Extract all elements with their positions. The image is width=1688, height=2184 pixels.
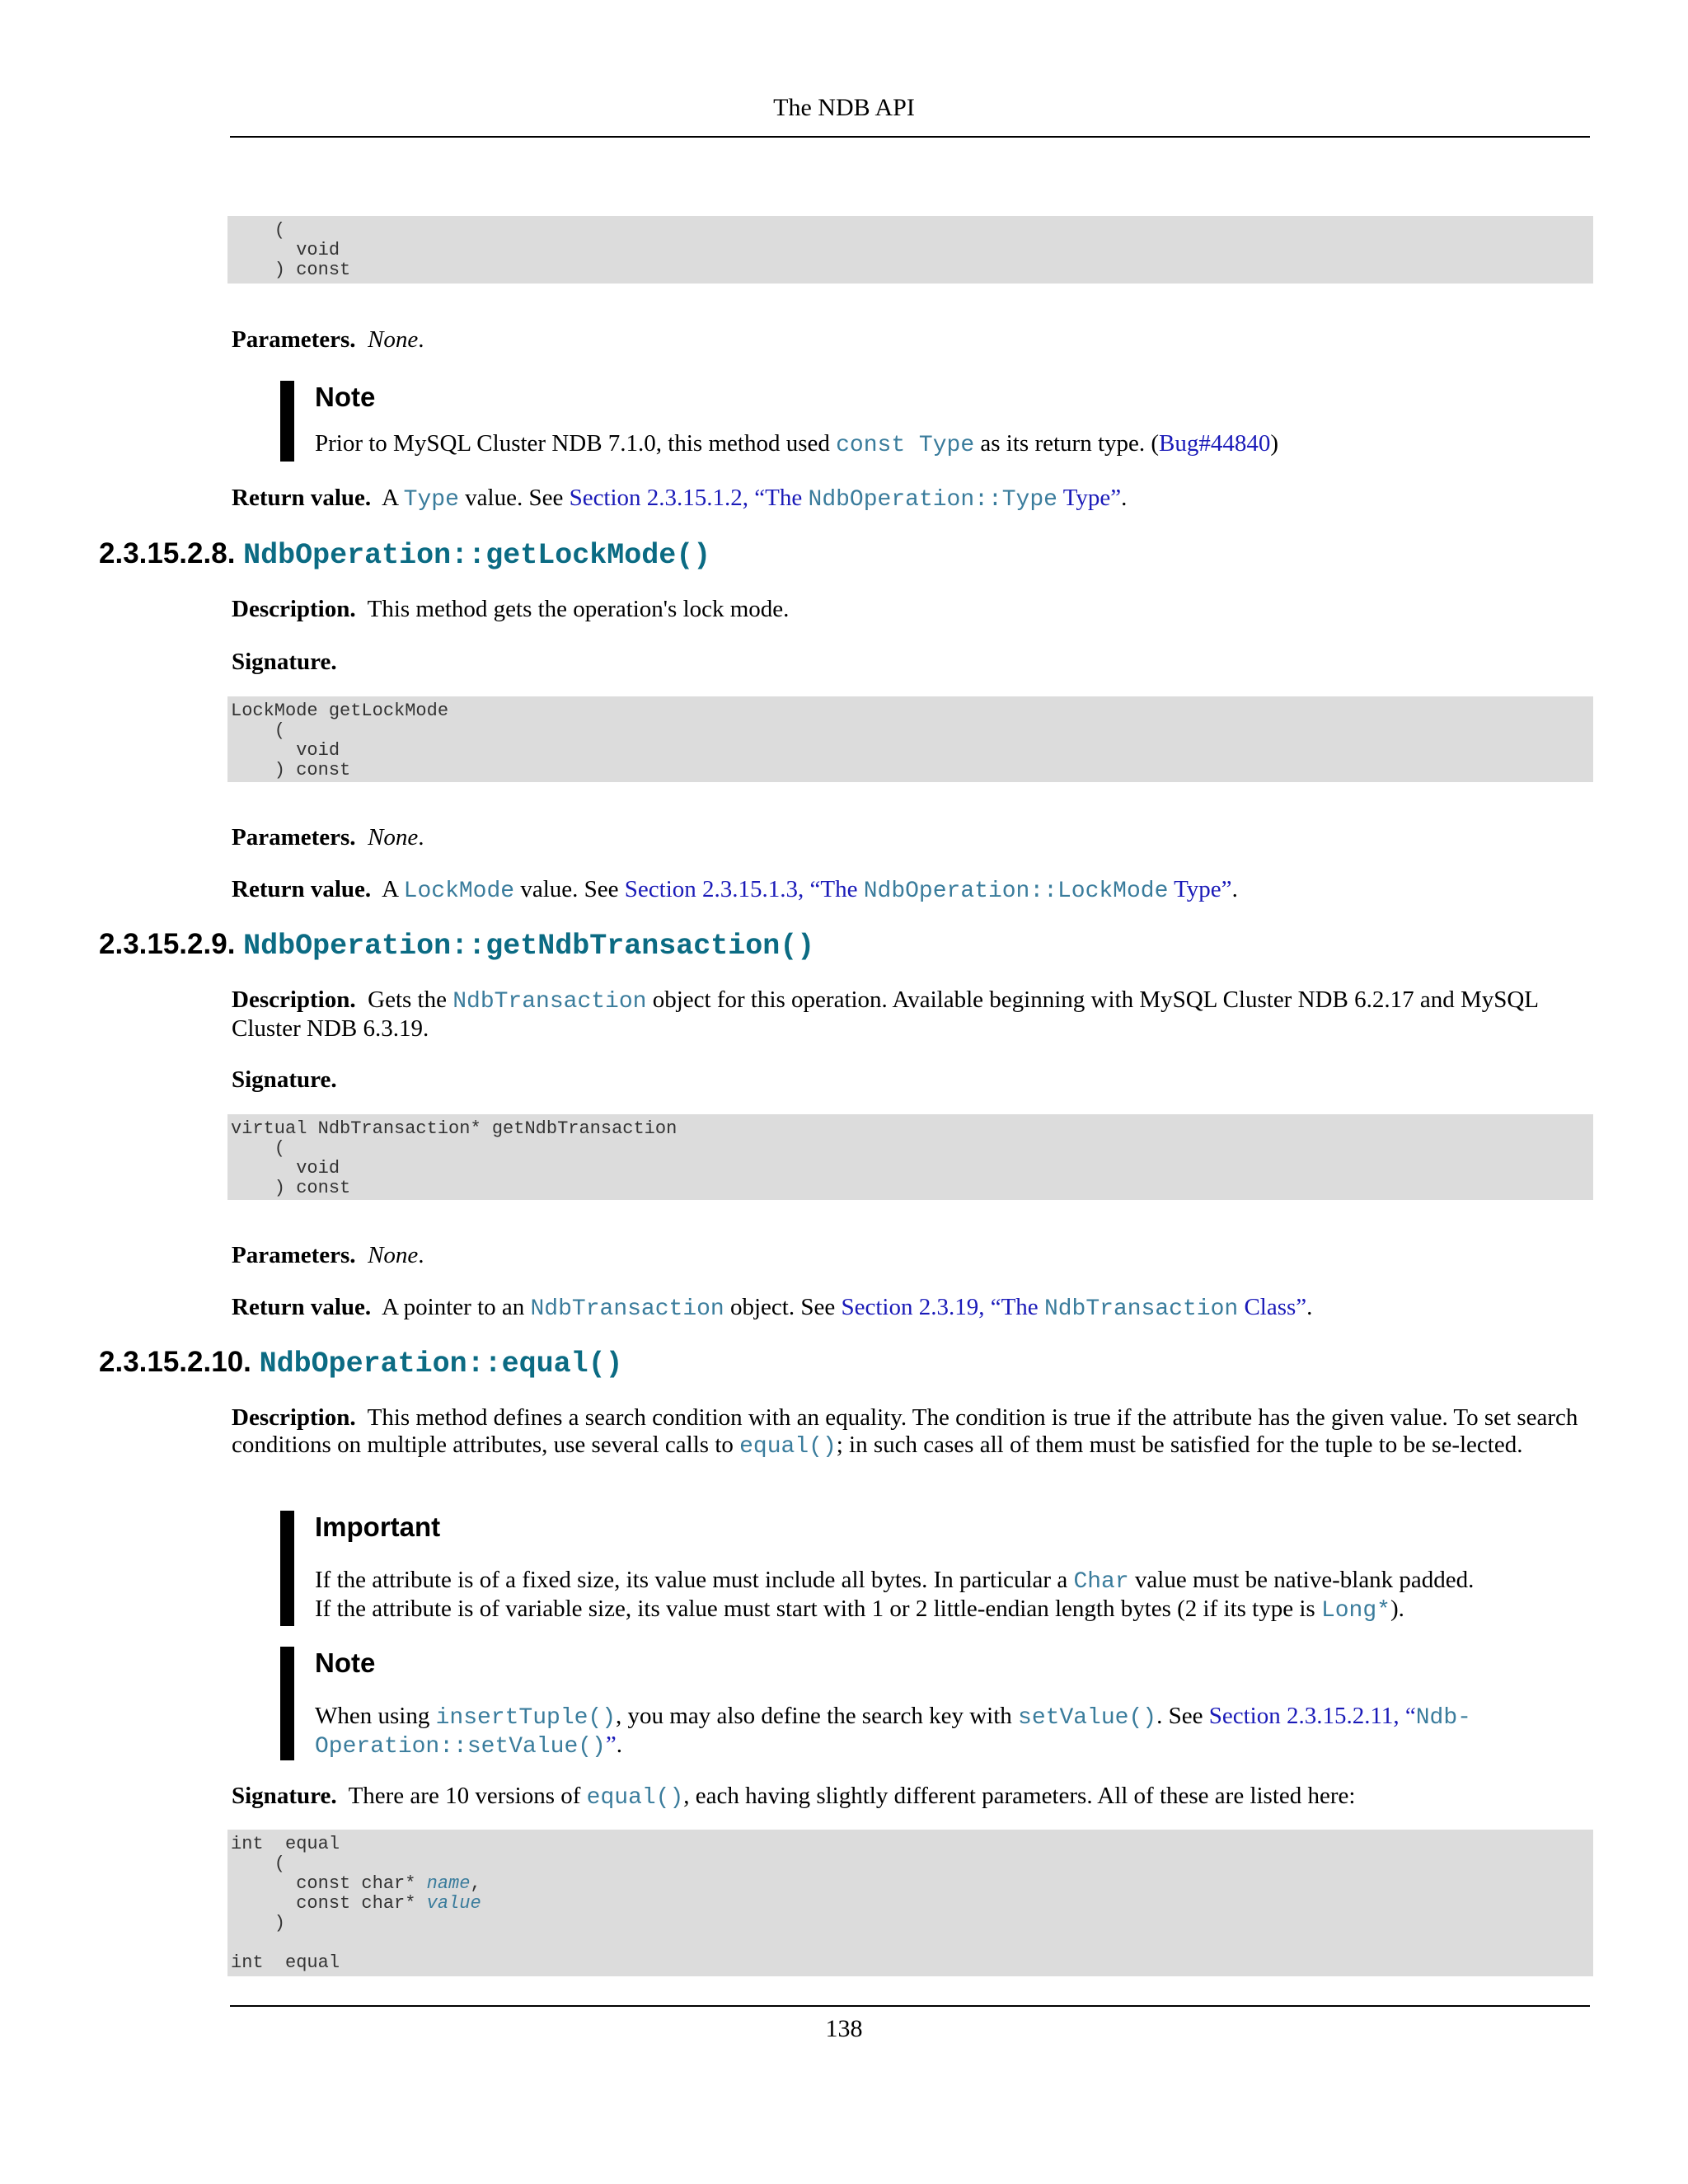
section-number: 2.3.15.2.9. xyxy=(99,928,244,960)
description-text: object for this operation. Available beginning with MySQL Cluster NDB 6.2.17 and MySQL Cluster NDB 6.3.19. xyxy=(232,987,1538,1042)
parameters-value: None xyxy=(368,1242,419,1268)
return-text: value. See xyxy=(458,485,570,511)
return-label: Return value. xyxy=(232,485,372,511)
section-link-lockmode[interactable]: Section 2.3.15.1.3, “The NdbOperation::LockMode Type” xyxy=(624,876,1232,904)
note-bar xyxy=(280,1647,294,1760)
param-name: name xyxy=(426,1873,471,1894)
description-paragraph xyxy=(232,596,1587,623)
running-header: The NDB API xyxy=(773,94,915,121)
bug-link[interactable]: Bug#44840 xyxy=(1159,430,1271,457)
signature-text: There are 10 versions of xyxy=(348,1783,587,1809)
parameters-value: None xyxy=(368,824,419,851)
code-block-equal: int equal ( const char* name, const char* value ) int equal xyxy=(227,1830,1593,1976)
description-paragraph xyxy=(232,1404,1587,1460)
return-value-paragraph-3 xyxy=(232,1294,1587,1323)
signature-text: , each having slightly different parameters. All of these are listed here: xyxy=(683,1783,1356,1809)
signature-label-paragraph xyxy=(232,1066,1587,1094)
return-text: value. See xyxy=(514,876,625,902)
return-label: Return value. xyxy=(232,1294,372,1320)
note-code: insertTuple() xyxy=(435,1705,617,1731)
note-text: . See xyxy=(1156,1703,1209,1729)
section-link-ndbtransaction[interactable]: Section 2.3.19, “The NdbTransaction Class” xyxy=(841,1294,1307,1322)
important-text: ). xyxy=(1390,1596,1404,1622)
description-code: equal() xyxy=(739,1434,837,1460)
section-name: NdbOperation::equal() xyxy=(259,1347,623,1380)
page-number: 138 xyxy=(825,2015,863,2042)
description-text: This method gets the operation's lock mode. xyxy=(367,596,790,622)
description-paragraph xyxy=(232,987,1587,1043)
important-bar xyxy=(280,1511,294,1626)
note-title: Note xyxy=(315,382,376,412)
description-label: Description. xyxy=(232,987,356,1013)
signature-code: equal() xyxy=(586,1785,684,1811)
important-text: If the attribute is of a fixed size, its value must include all bytes. In particular a xyxy=(315,1567,1074,1593)
return-text: A xyxy=(382,876,404,902)
return-value-paragraph-2 xyxy=(232,876,1587,905)
parameters-label: Parameters. xyxy=(232,824,356,851)
code-block-getlockmode: LockMode getLockMode ( void ) const xyxy=(227,696,1593,782)
parameters-paragraph: Parameters. None. xyxy=(232,824,424,851)
description-text: This method defines a search condition with an equality. The condition is true if the attribute has the given value. To set search conditions on multiple attributes, use several calls to xyxy=(232,1404,1578,1458)
important-text: value must be native-blank padded. xyxy=(1128,1567,1475,1593)
important-text: If the attribute is of variable size, its value must start with 1 or 2 little-endian length bytes (2 if its type is xyxy=(315,1596,1321,1622)
note-box-2 xyxy=(280,1647,1566,1760)
section-number: 2.3.15.2.8. xyxy=(99,537,244,569)
signature-label: Signature. xyxy=(232,649,337,675)
note-text: When using xyxy=(315,1703,436,1729)
signature-label: Signature. xyxy=(232,1783,337,1809)
description-label: Description. xyxy=(232,1404,356,1431)
return-code: NdbTransaction xyxy=(530,1296,724,1322)
description-text: Gets the xyxy=(368,987,453,1013)
signature-label-paragraph xyxy=(232,649,1587,676)
note-bar xyxy=(280,381,294,462)
return-text: . xyxy=(1121,485,1128,511)
return-text: object. See xyxy=(724,1294,842,1320)
note-body xyxy=(315,1703,1568,1760)
return-text: A xyxy=(382,485,404,511)
note-code: setValue() xyxy=(1018,1705,1157,1731)
note-text: ) xyxy=(1270,430,1279,457)
signature-paragraph xyxy=(232,1783,1587,1811)
param-value: value xyxy=(426,1893,481,1914)
note-text: as its return type. ( xyxy=(974,430,1160,457)
return-text: . xyxy=(1231,876,1238,902)
section-name: NdbOperation::getNdbTransaction() xyxy=(243,930,815,963)
code-block-getndbtransaction: virtual NdbTransaction* getNdbTransaction ( void ) const xyxy=(227,1114,1593,1200)
return-value-paragraph-1 xyxy=(232,485,1587,513)
important-code: Char xyxy=(1073,1569,1129,1595)
return-text: . xyxy=(1306,1294,1313,1320)
note-box-1 xyxy=(280,381,1566,462)
important-code: Long* xyxy=(1320,1598,1390,1624)
return-text: A pointer to an xyxy=(382,1294,531,1320)
section-link-setvalue[interactable]: Section 2.3.15.2.11, “Ndb-Operation::setValue()” xyxy=(315,1703,1471,1760)
parameters-paragraph: Parameters. None. xyxy=(232,326,424,353)
note-text: . xyxy=(616,1732,622,1758)
return-code: Type xyxy=(403,487,459,513)
note-body xyxy=(315,430,1568,459)
note-text: , you may also define the search key with xyxy=(616,1703,1019,1729)
description-label: Description. xyxy=(232,596,356,622)
header-rule xyxy=(230,136,1590,138)
important-title: Important xyxy=(315,1511,441,1542)
return-code: LockMode xyxy=(403,879,515,904)
section-number: 2.3.15.2.10. xyxy=(99,1346,260,1378)
return-label: Return value. xyxy=(232,876,372,902)
important-box xyxy=(280,1511,1566,1626)
description-code: NdbTransaction xyxy=(452,989,647,1015)
parameters-paragraph: Parameters. None. xyxy=(232,1242,424,1268)
footer-rule xyxy=(230,2005,1590,2007)
section-link-type[interactable]: Section 2.3.15.1.2, “The NdbOperation::Type Type” xyxy=(569,485,1122,513)
note-title: Note xyxy=(315,1647,376,1678)
important-body xyxy=(315,1567,1568,1624)
section-name: NdbOperation::getLockMode() xyxy=(243,539,711,572)
section-heading-getndbtransaction xyxy=(99,928,814,963)
note-code: const Type xyxy=(836,433,975,458)
note-text: Prior to MySQL Cluster NDB 7.1.0, this method used xyxy=(315,430,837,457)
description-text: ; in such cases all of them must be satisfied for the tuple to be se-lected. xyxy=(836,1432,1523,1458)
code-block-top: ( void ) const xyxy=(227,216,1593,284)
parameters-label: Parameters. xyxy=(232,1242,356,1268)
parameters-label: Parameters. xyxy=(232,326,356,353)
section-heading-getlockmode xyxy=(99,537,710,572)
signature-label: Signature. xyxy=(232,1066,337,1093)
section-heading-equal xyxy=(99,1346,623,1380)
parameters-value: None xyxy=(368,326,419,353)
